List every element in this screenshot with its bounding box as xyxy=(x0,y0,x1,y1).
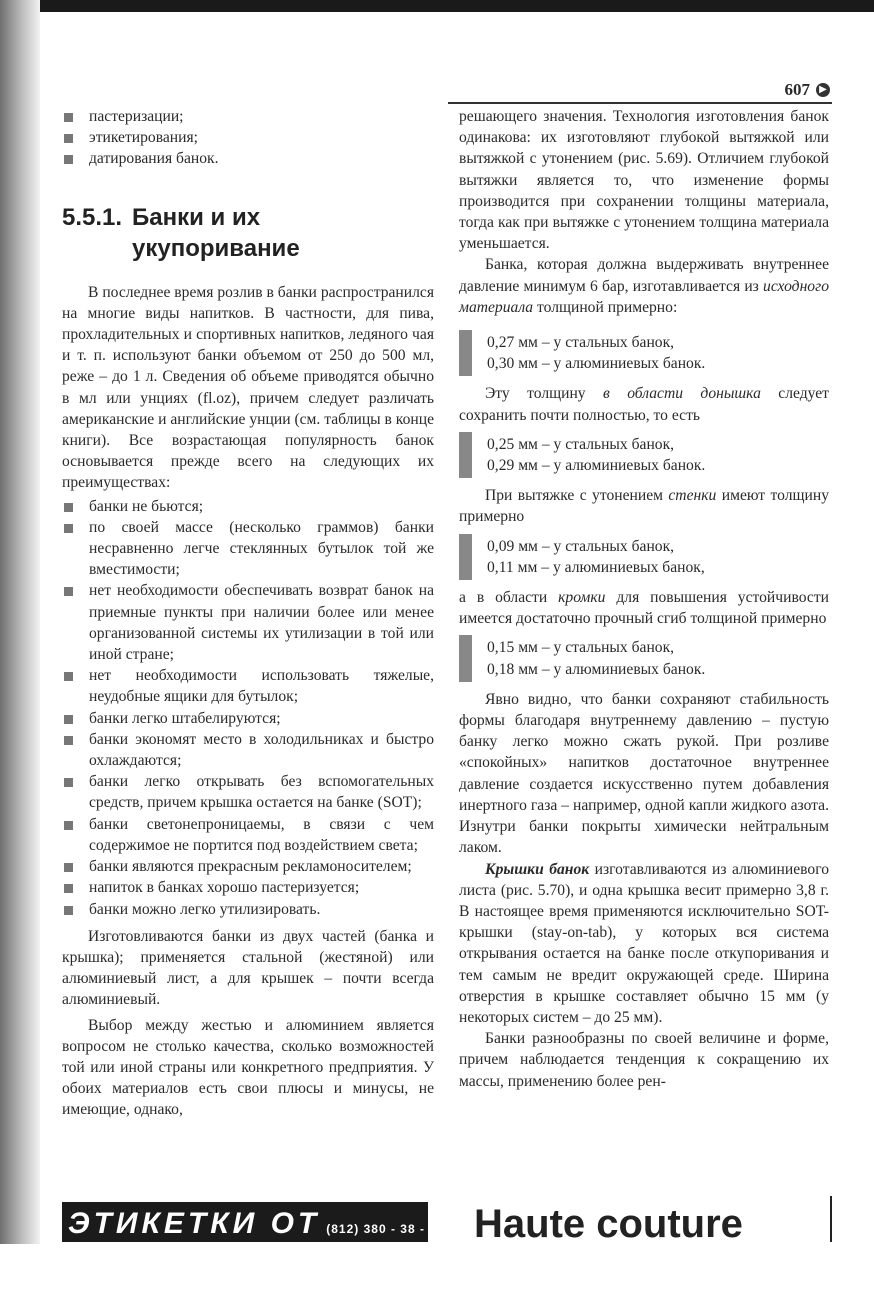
list-item: по своей массе (несколько граммов) банки несравненно легче стеклянных бутылок той же вместимости; xyxy=(62,517,434,581)
spec-block xyxy=(459,432,829,478)
right-column xyxy=(459,106,829,1092)
list-item: этикетирования; xyxy=(62,127,434,148)
emphasis-text: исходного материала xyxy=(459,277,829,316)
top-bullet-list xyxy=(62,106,434,170)
spec-line: 0,09 мм – у стальных банок, xyxy=(487,537,675,555)
lids-paragraph: Крышки банок изготавливаются из алюминиевого листа (рис. 5.70), и одна крышка весит примерно 3,8 г. В настоящее время применяются исключительно SOT-крышки (stay-on-tab), у которых вся система открывания остается на банке после откупоривания и тем самым не вредит окружающей среде. Ширина отверстия в крышке составляет обычно 15 мм (у некоторых систем – до 25 мм). xyxy=(459,860,829,1026)
spec-block xyxy=(459,534,829,580)
list-item: банки легко открывать без вспомогательных средств, причем крышка остается на банке (SOT); xyxy=(62,771,434,813)
parts-paragraph: Изготовливаются банки из двух частей (банка и крышка); применяется стальной (жестяной) или алюминиевый лист, а для крышек – почти всегда алюминиевый. xyxy=(62,927,434,1009)
list-item: банки не бьются; xyxy=(62,496,434,517)
bottom-thickness-paragraph: Эту толщину в области донышка следует сохранить почти полностью, то есть xyxy=(459,385,829,424)
list-item: банки светонепроницаемы, в связи с чем содержимое не портится под воздействием света; xyxy=(62,814,434,856)
footer-ad-right: Haute couture xyxy=(454,1196,832,1242)
list-item: нет необходимости обеспечивать возврат банок на приемные пункты при наличии более или менее организованной системы их утилизации в той или иной стране; xyxy=(62,580,434,665)
technology-paragraph: решающего значения. Технология изготовления банок одинакова: их изготовляют глубокой вытяжкой или вытяжкой с утонением (рис. 5.69). Отличием глубокой вытяжки является то, что изменение формы производится при сохранении толщины материала, тогда как при вытяжке с утонением толщина материала уменьшается. xyxy=(459,108,829,253)
wall-thickness-paragraph: При вытяжке с утонением стенки имеют толщину примерно xyxy=(459,487,829,526)
spec-line: 0,18 мм – у алюминиевых банок. xyxy=(487,660,706,678)
page-marker-icon: ▶ xyxy=(816,83,830,97)
list-item: банки можно легко утилизировать. xyxy=(62,899,434,920)
pressure-paragraph: Банка, которая должна выдерживать внутреннее давление минимум 6 бар, изготавливается из исходного материала толщиной примерно: xyxy=(459,256,829,316)
list-item: датирования банок. xyxy=(62,148,434,169)
footer-ad-title: ЭТИКЕТКИ ОТ xyxy=(68,1207,321,1240)
list-item: пастеризации; xyxy=(62,106,434,127)
scan-binding-shadow xyxy=(0,0,40,1244)
spec-block xyxy=(459,330,829,376)
page-header xyxy=(448,80,832,104)
list-item: банки являются прекрасным рекламоносителем; xyxy=(62,856,434,877)
list-item: банки экономят место в холодильниках и быстро охлаждаются; xyxy=(62,729,434,771)
left-column xyxy=(62,106,434,1121)
section-title-line1: Банки и их xyxy=(132,203,261,231)
rim-paragraph: а в области кромки для повышения устойчивости имеется достаточно прочный сгиб толщиной примерно xyxy=(459,589,829,628)
footer-advertisement xyxy=(62,1196,832,1285)
footer-ad-left xyxy=(62,1202,428,1285)
spec-block xyxy=(459,635,829,681)
advantages-list xyxy=(62,496,434,920)
bold-term: Крышки банок xyxy=(485,860,590,878)
list-item: нет необходимости использовать тяжелые, неудобные ящики для бутылок; xyxy=(62,665,434,707)
scan-top-edge xyxy=(0,0,874,12)
stability-paragraph: Явно видно, что банки сохраняют стабильность формы благодаря внутреннему давлению – пустую банку легко можно сжать рукой. При розливе «спокойных» напитков достаточное внутреннее давление создается искусственно путем добавления инертного газа – например, одной капли жидкого азота. Изнутри банки покрыты химически нейтральным лаком. xyxy=(459,690,829,857)
spec-line: 0,30 мм – у алюминиевых банок. xyxy=(487,355,706,373)
emphasis-text: стенки xyxy=(668,487,717,505)
list-item: напиток в банках хорошо пастеризуется; xyxy=(62,877,434,898)
spec-line: 0,11 мм – у алюминиевых банок, xyxy=(487,558,705,576)
variety-paragraph: Банки разнообразны по своей величине и форме, причем наблюдается тенденция к сокращению их массы, применению более рен- xyxy=(459,1030,829,1090)
spec-line: 0,25 мм – у стальных банок, xyxy=(487,435,675,453)
emphasis-text: кромки xyxy=(558,589,606,607)
section-heading xyxy=(62,202,434,264)
intro-paragraph: В последнее время розлив в банки распространился на многие виды напитков. В частности, для пива, прохладительных и спортивных напитков, ледяного чая и т. п. используют банки объемом от 250 до 500 мл, реже – до 1 л. Сведения об объеме приводятся обычно в мл или унциях (fl.oz), причем следует различать американские и английские унции (см. таблицы в конце книги). Все возрастающая популярность банок основывается прежде всего на следующих их преимуществах: xyxy=(62,283,434,492)
page-number: 607 xyxy=(784,80,810,99)
section-title-line2: укупоривание xyxy=(132,234,300,262)
emphasis-text: в области донышка xyxy=(603,385,761,403)
material-choice-paragraph: Выбор между жестью и алюминием является вопросом не столько качества, сколько возможностей той или иной страны или конкретного предприятия. У обоих материалов есть свои плюсы и минусы, не имеющие, однако, xyxy=(62,1016,434,1119)
list-item: банки легко штабелируются; xyxy=(62,708,434,729)
footer-ad-phone: (812) 380 - 38 - 31 xyxy=(68,1222,425,1285)
spec-line: 0,15 мм – у стальных банок, xyxy=(487,639,675,657)
spec-line: 0,27 мм – у стальных банок, xyxy=(487,334,675,352)
spec-line: 0,29 мм – у алюминиевых банок. xyxy=(487,457,706,475)
section-number: 5.5.1. xyxy=(62,203,123,231)
